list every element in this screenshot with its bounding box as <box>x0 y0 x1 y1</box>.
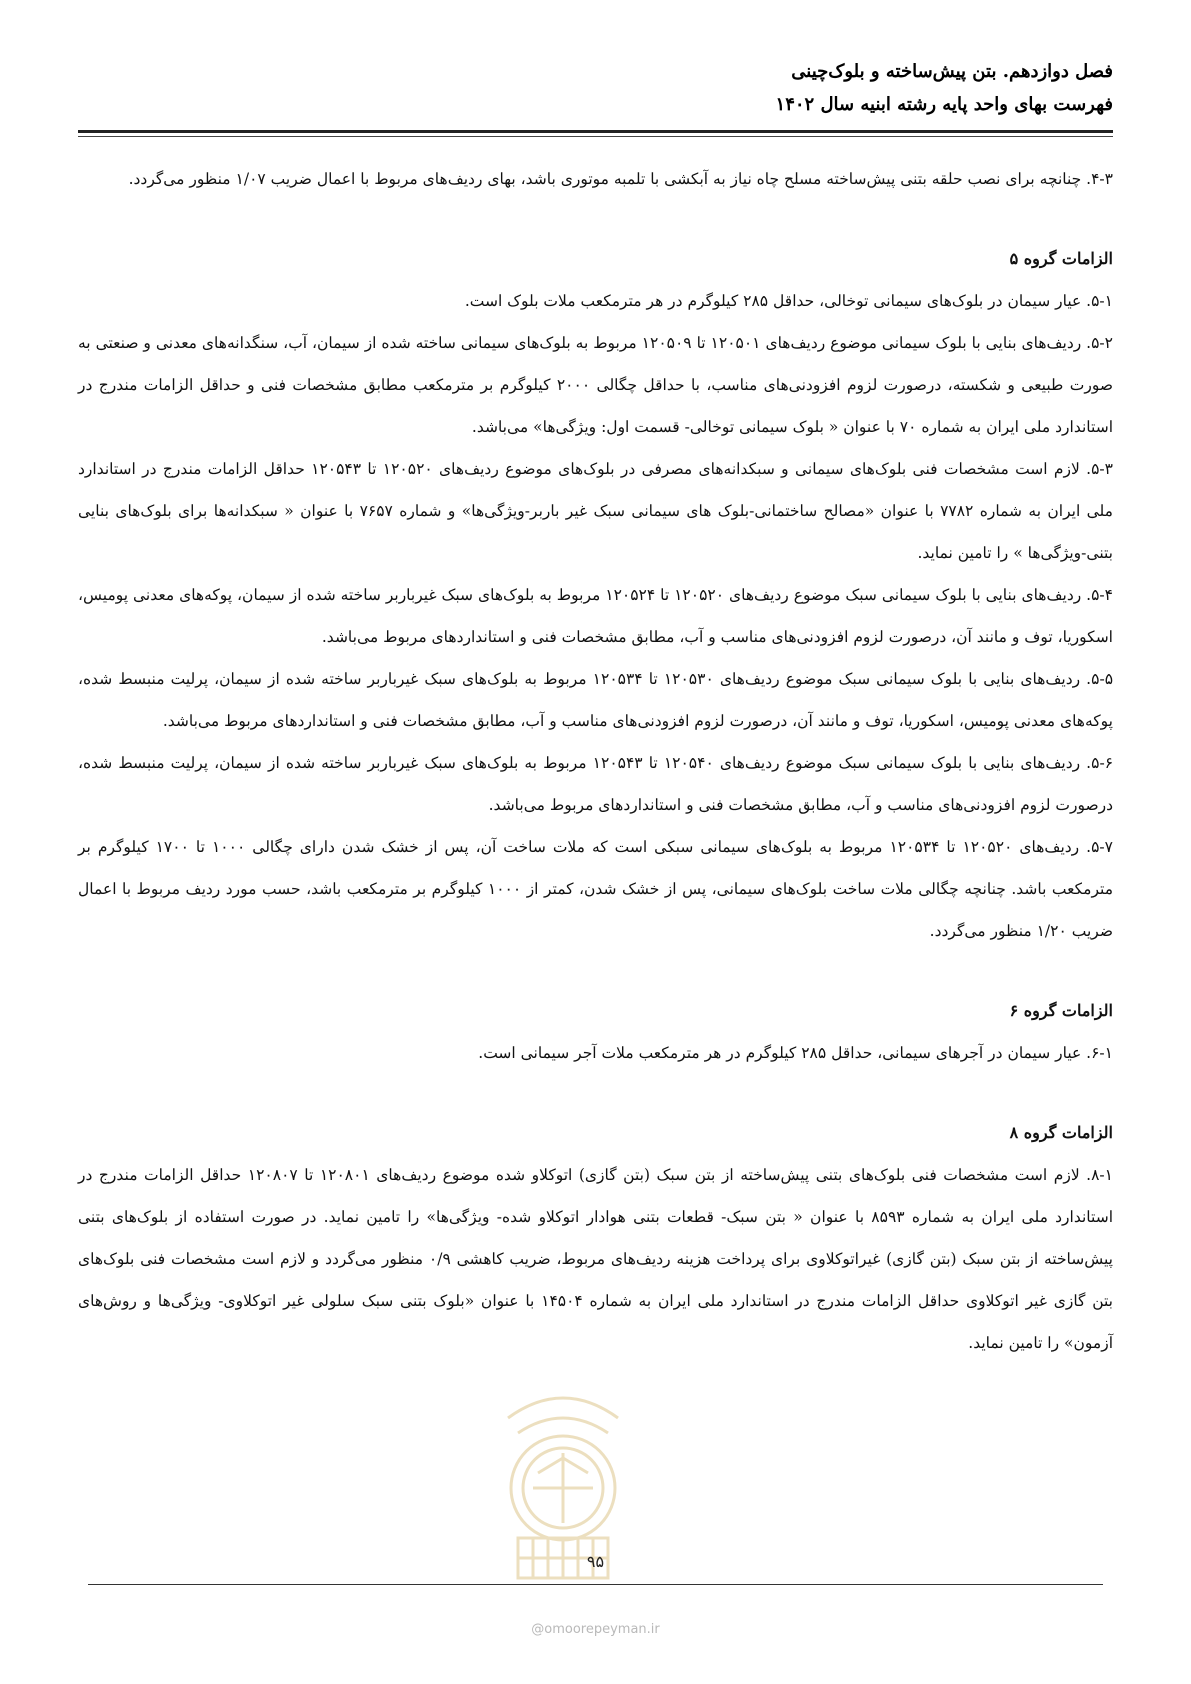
footer-rule <box>88 1584 1103 1585</box>
paragraph-8-1: ۸-۱. لازم است مشخصات فنی بلوک‌های بتنی پیش‌ساخته از بتن سبک (بتن گازی) اتوکلاو شده موضوع ردیف‌های ۱۲۰۸۰۱ تا ۱۲۰۸۰۷ حداقل الزامات مندرج در استاندارد ملی ایران به شماره ۸۵۹۳ با عنوان « بتن سبک- قطعات بتنی هوادار اتوکلاو شده- ویژگی‌ها» را تامین نماید. در صورت استفاده از بلوک‌های بتنی پیش‌ساخته از بتن سبک (بتن گازی) غیراتوکلاوی برای پرداخت هزینه ردیف‌های مربوط، ضریب کاهشی ۰/۹ منظور می‌گردد و لازم است مشخصات فنی بلوک‌های بتن گازی غیر اتوکلاوی حداقل الزامات مندرج در استاندارد ملی ایران به شماره ۱۴۵۰۴ با عنوان «بلوک بتنی سبک سلولی غیر اتوکلاوی- ویژگی‌ها و روش‌های آزمون» را تامین نماید. <box>78 1166 1113 1352</box>
header-rule-thick <box>78 130 1113 133</box>
header-rule-thin <box>78 136 1113 137</box>
document-body <box>78 158 1113 1364</box>
section-title-group-8: الزامات گروه ۸ <box>1009 1123 1113 1142</box>
page-header <box>78 55 1113 121</box>
website-watermark: @omoorepeyman.ir <box>531 1622 660 1637</box>
paragraph-5-5: ۵-۵. ردیف‌های بنایی با بلوک سیمانی سبک موضوع ردیف‌های ۱۲۰۵۳۰ تا ۱۲۰۵۳۴ مربوط به بلوک‌های سبک غیرباربر ساخته شده از سیمان، پرلیت منبسط شده، پوکه‌های معدنی پومیس، اسکوریا، توف و مانند آن، درصورت لزوم افزودنی‌های مناسب و آب، مطابق مشخصات فنی و استانداردهای مربوط می‌باشد. <box>78 670 1114 730</box>
paragraph-5-4: ۵-۴. ردیف‌های بنایی با بلوک سیمانی سبک موضوع ردیف‌های ۱۲۰۵۲۰ تا ۱۲۰۵۲۴ مربوط به بلوک‌های سبک غیرباربر ساخته شده از سیمان، پوکه‌های معدنی پومیس، اسکوریا، توف و مانند آن، درصورت لزوم افزودنی‌های مناسب و آب، مطابق مشخصات فنی و استانداردهای مربوط می‌باشد. <box>78 586 1113 646</box>
section-title-group-5: الزامات گروه ۵ <box>1009 249 1113 268</box>
paragraph-5-1: ۵-۱. عیار سیمان در بلوک‌های سیمانی توخالی، حداقل ۲۸۵ کیلوگرم در هر مترمکعب ملات بلوک است. <box>464 292 1113 310</box>
chapter-title: فصل دوازدهم. بتن پیش‌ساخته و بلوک‌چینی <box>791 61 1113 82</box>
paragraph-5-2: ۵-۲. ردیف‌های بنایی با بلوک سیمانی موضوع ردیف‌های ۱۲۰۵۰۱ تا ۱۲۰۵۰۹ مربوط به بلوک‌های سیمانی ساخته شده از سیمان، آب، سنگدانه‌های معدنی و صنعتی به صورت طبیعی و شکسته، درصورت لزوم افزودنی‌های مناسب، با حداقل چگالی ۲۰۰۰ کیلوگرم بر مترمکعب مطابق مشخصات فنی و حداقل الزامات مندرج در استاندارد ملی ایران به شماره ۷۰ با عنوان « بلوک سیمانی توخالی- قسمت اول: ویژگی‌ها» می‌باشد. <box>78 334 1113 436</box>
paragraph-5-3: ۵-۳. لازم است مشخصات فنی بلوک‌های سیمانی و سبکدانه‌های مصرفی در بلوک‌های موضوع ردیف‌های ۱۲۰۵۲۰ تا ۱۲۰۵۴۳ حداقل الزامات مندرج در استاندارد ملی ایران به شماره ۷۷۸۲ با عنوان «مصالح ساختمانی-بلوک های سیمانی سبک غیر باربر-ویژگی‌ها» و شماره ۷۶۵۷ با عنوان « سبکدانه‌ها برای بلوک‌های بنایی بتنی-ویژگی‌ها » را تامین نماید. <box>78 460 1113 562</box>
document-subtitle: فهرست بهای واحد پایه رشته ابنیه سال ۱۴۰۲ <box>775 94 1113 115</box>
paragraph-4-3: ۴-۳. چنانچه برای نصب حلقه بتنی پیش‌ساخته مسلح چاه نیاز به آبکشی با تلمبه موتوری باشد، بهای ردیف‌های مربوط با اعمال ضریب ۱/۰۷ منظور می‌گردد. <box>128 170 1113 188</box>
section-title-group-6: الزامات گروه ۶ <box>1009 1001 1113 1020</box>
paragraph-6-1: ۶-۱. عیار سیمان در آجرهای سیمانی، حداقل ۲۸۵ کیلوگرم در هر مترمکعب ملات آجر سیمانی است. <box>478 1044 1113 1062</box>
paragraph-5-6: ۵-۶. ردیف‌های بنایی با بلوک سیمانی سبک موضوع ردیف‌های ۱۲۰۵۴۰ تا ۱۲۰۵۴۳ مربوط به بلوک‌های سبک غیرباربر ساخته شده از سیمان، پرلیت منبسط شده، درصورت لزوم افزودنی‌های مناسب و آب، مطابق مشخصات فنی و استانداردهای مربوط می‌باشد. <box>78 754 1114 814</box>
paragraph-5-7: ۵-۷. ردیف‌های ۱۲۰۵۲۰ تا ۱۲۰۵۳۴ مربوط به بلوک‌های سیمانی سبکی است که ملات ساخت آن، پس از خشک شدن دارای چگالی ۱۰۰۰ تا ۱۷۰۰ کیلوگرم بر مترمکعب باشد. چنانچه چگالی ملات ساخت بلوک‌های سیمانی، پس از خشک شدن، کمتر از ۱۰۰۰ کیلوگرم بر مترمکعب باشد، حسب مورد ردیف مربوط با اعمال ضریب ۱/۲۰ منظور می‌گردد. <box>78 838 1113 940</box>
page-number: ۹۵ <box>586 1552 605 1571</box>
